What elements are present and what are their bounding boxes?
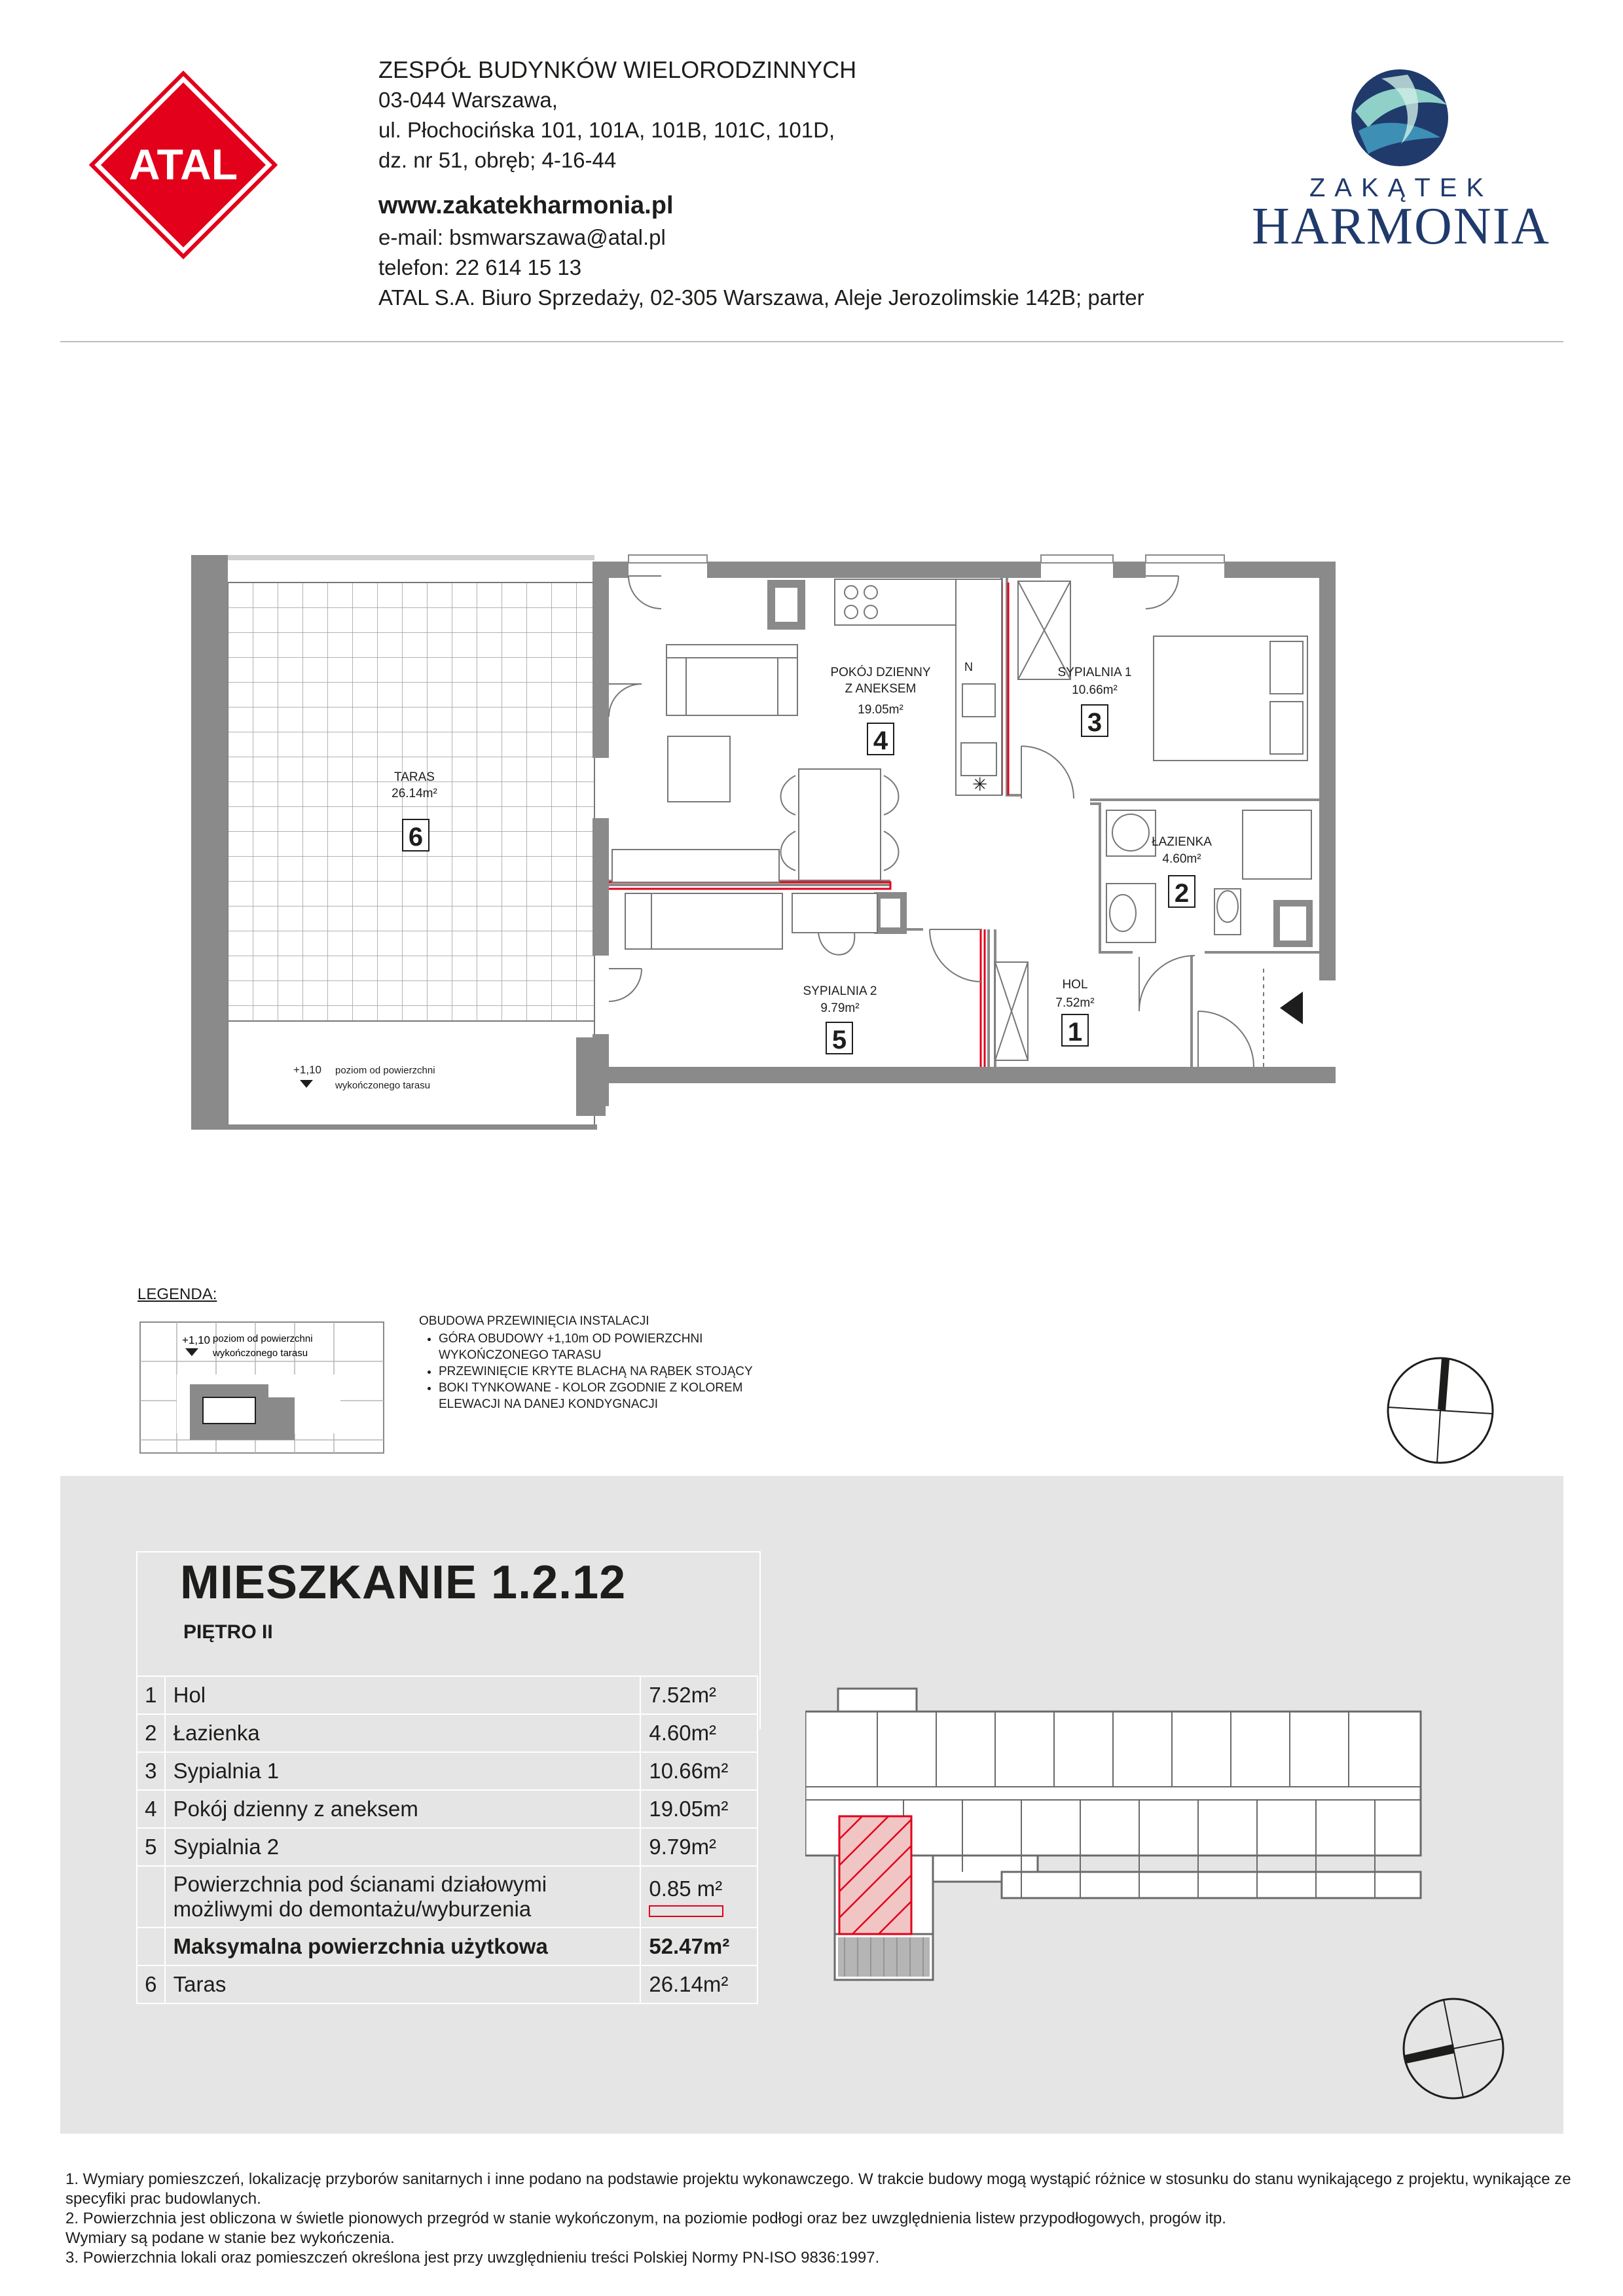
floor-plan bbox=[0, 537, 1623, 1158]
lazienka-number: 2 bbox=[1174, 879, 1190, 908]
entrance-arrow bbox=[1280, 992, 1303, 1024]
atal-logo bbox=[89, 71, 278, 259]
header-line3: ul. Płochocińska 101, 101A, 101B, 101C, 101D, bbox=[378, 118, 835, 142]
legend-heading: OBUDOWA PRZEWINIĘCIA INSTALACJI bbox=[419, 1314, 649, 1328]
legend-level-note1: poziom od powierzchni bbox=[213, 1333, 313, 1344]
room-area: 10.66m² bbox=[640, 1752, 757, 1790]
room-table bbox=[136, 1676, 758, 2004]
compass-bottom bbox=[1398, 1993, 1509, 2104]
pokoj-area: 19.05m² bbox=[858, 703, 903, 717]
terrace-left-wall bbox=[191, 555, 228, 1124]
legend-item: • PRZEWINIĘCIE KRYTE BLACHĄ NA RĄBEK STOJĄCY bbox=[439, 1363, 759, 1380]
lazienka-area: 4.60m² bbox=[1162, 852, 1201, 866]
atal-logo-text: ATAL bbox=[128, 140, 238, 188]
room-area: 26.14m² bbox=[640, 1965, 757, 2003]
header-line4: dz. nr 51, obręb; 4-16-44 bbox=[378, 148, 617, 172]
room-num: 6 bbox=[137, 1965, 165, 2003]
footer-note: 3. Powierzchnia lokali oraz pomieszczeń określona jest przy uwzględnieniu treści Polskiej Normy PN-ISO 9836:1997. bbox=[65, 2249, 880, 2267]
room-name: Sypialnia 1 bbox=[165, 1752, 641, 1790]
walls-label-1: Powierzchnia pod ścianami działowymi bbox=[173, 1872, 547, 1896]
building-key-plan bbox=[805, 1649, 1447, 1990]
legend-level-value: +1,10 bbox=[182, 1334, 211, 1346]
room-name: Taras bbox=[165, 1965, 641, 2003]
office-address: ATAL S.A. Biuro Sprzedaży, 02-305 Warszawa, Aleje Jerozolimskie 142B; parter bbox=[378, 285, 1144, 310]
room-num: 4 bbox=[137, 1790, 165, 1828]
harmonia-logo-line1: ZAKĄTEK bbox=[1309, 173, 1493, 202]
table-row bbox=[137, 1752, 757, 1790]
phone-text: telefon: 22 614 15 13 bbox=[378, 255, 582, 279]
living-room-furniture bbox=[612, 645, 899, 882]
demolish-swatch bbox=[649, 1905, 723, 1917]
room-name: Pokój dzienny z aneksem bbox=[165, 1790, 641, 1828]
footer-note: Wymiary są podane w stanie bez wykończenia. bbox=[65, 2229, 395, 2247]
taras-number: 6 bbox=[408, 823, 424, 852]
pokoj-name2: Z ANEKSEM bbox=[845, 682, 917, 696]
max-area-label: Maksymalna powierzchnia użytkowa bbox=[165, 1928, 641, 1965]
lazienka-name: ŁAZIENKA bbox=[1152, 835, 1212, 849]
compass-top bbox=[1381, 1352, 1499, 1469]
sypialnia1-name: SYPIALNIA 1 bbox=[1057, 666, 1132, 679]
legend-item: • GÓRA OBUDOWY +1,10m OD POWIERZCHNI WYKOŃCZONEGO TARASU bbox=[439, 1331, 759, 1363]
room-num: 1 bbox=[137, 1676, 165, 1714]
table-row-max bbox=[137, 1928, 757, 1965]
walls-value: 0.85 m² bbox=[649, 1876, 723, 1901]
website-link[interactable]: www.zakatekharmonia.pl bbox=[378, 192, 674, 219]
legend-level-note2: wykończonego tarasu bbox=[213, 1348, 308, 1359]
harmonia-logo-line2: HARMONIA bbox=[1252, 198, 1550, 255]
harmonia-logo bbox=[1250, 65, 1552, 262]
kitchen-n-mark: N bbox=[964, 660, 973, 673]
footer-note: 1. Wymiary pomieszczeń, lokalizację przyborów sanitarnych i inne podano na podstawie projektu wykonawczego. W trakcie budowy mogą wystąpić różnice w stosunku do stanu wynikającego z projektu, wynikające ze specyfiki prac budowlanych. bbox=[65, 2170, 1571, 2208]
table-row bbox=[137, 1965, 757, 2003]
terrace-bottom-wall bbox=[191, 1124, 597, 1130]
header-line1: ZESPÓŁ BUDYNKÓW WIELORODZINNYCH bbox=[378, 56, 857, 83]
taras-area: 26.14m² bbox=[392, 787, 437, 800]
header-line2: 03-044 Warszawa, bbox=[378, 88, 558, 112]
sypialnia2-name: SYPIALNIA 2 bbox=[803, 984, 877, 998]
room-area: 19.05m² bbox=[640, 1790, 757, 1828]
legend-item: • BOKI TYNKOWANE - KOLOR ZGODNIE Z KOLOREM ELEWACJI NA DANEJ KONDYGNACJI bbox=[439, 1380, 759, 1412]
room-name: Sypialnia 2 bbox=[165, 1828, 641, 1866]
max-area-value: 52.47m² bbox=[640, 1928, 757, 1965]
plan-level-note1: poziom od powierzchni bbox=[335, 1065, 435, 1076]
plan-level-value: +1,10 bbox=[293, 1064, 322, 1076]
footer-note: 2. Powierzchnia jest obliczona w świetle pionowych przegród w stanie wykończonym, na poziomie podłogi oraz bez uwzględnienia listew przypodłogowych, progów itp. bbox=[65, 2210, 1226, 2227]
plan-level-note2: wykończonego tarasu bbox=[335, 1080, 431, 1091]
apartment-title: MIESZKANIE 1.2.12 bbox=[180, 1556, 627, 1609]
walls-label-2: możliwymi do demontażu/wyburzenia bbox=[173, 1897, 532, 1921]
room-num: 5 bbox=[137, 1828, 165, 1866]
footer-notes bbox=[65, 2170, 1571, 2268]
sypialnia1-number: 3 bbox=[1087, 708, 1103, 737]
table-row bbox=[137, 1828, 757, 1866]
room-num: 3 bbox=[137, 1752, 165, 1790]
apartment-floor: PIĘTRO II bbox=[183, 1621, 273, 1643]
sypialnia1-area: 10.66m² bbox=[1072, 683, 1118, 697]
terrace-tiles bbox=[228, 583, 594, 1021]
legend-notes bbox=[419, 1313, 759, 1412]
room-num: 2 bbox=[137, 1714, 165, 1752]
hol-number: 1 bbox=[1067, 1018, 1083, 1047]
hol-name: HOL bbox=[1062, 978, 1088, 992]
header-divider bbox=[60, 341, 1563, 342]
table-row bbox=[137, 1714, 757, 1752]
table-row bbox=[137, 1676, 757, 1714]
room-area: 7.52m² bbox=[640, 1676, 757, 1714]
room-area: 4.60m² bbox=[640, 1714, 757, 1752]
kitchen-star-mark: ✳ bbox=[972, 774, 988, 795]
table-row-walls bbox=[137, 1866, 757, 1928]
legend-diagram bbox=[137, 1309, 386, 1456]
sypialnia2-number: 5 bbox=[831, 1026, 847, 1054]
terrace-top-line bbox=[228, 555, 594, 560]
room-name: Łazienka bbox=[165, 1714, 641, 1752]
hol-area: 7.52m² bbox=[1055, 996, 1095, 1010]
sypialnia2-area: 9.79m² bbox=[820, 1001, 860, 1015]
taras-name: TARAS bbox=[394, 770, 435, 784]
highlighted-apartment bbox=[839, 1816, 911, 1934]
table-row bbox=[137, 1790, 757, 1828]
email-link[interactable]: e-mail: bsmwarszawa@atal.pl bbox=[378, 225, 666, 249]
room-area: 9.79m² bbox=[640, 1828, 757, 1866]
header-info bbox=[378, 55, 1144, 313]
pokoj-number: 4 bbox=[873, 726, 888, 755]
room-name: Hol bbox=[165, 1676, 641, 1714]
legend-title: LEGENDA: bbox=[137, 1285, 217, 1303]
pokoj-name1: POKÓJ DZIENNY bbox=[830, 666, 931, 679]
